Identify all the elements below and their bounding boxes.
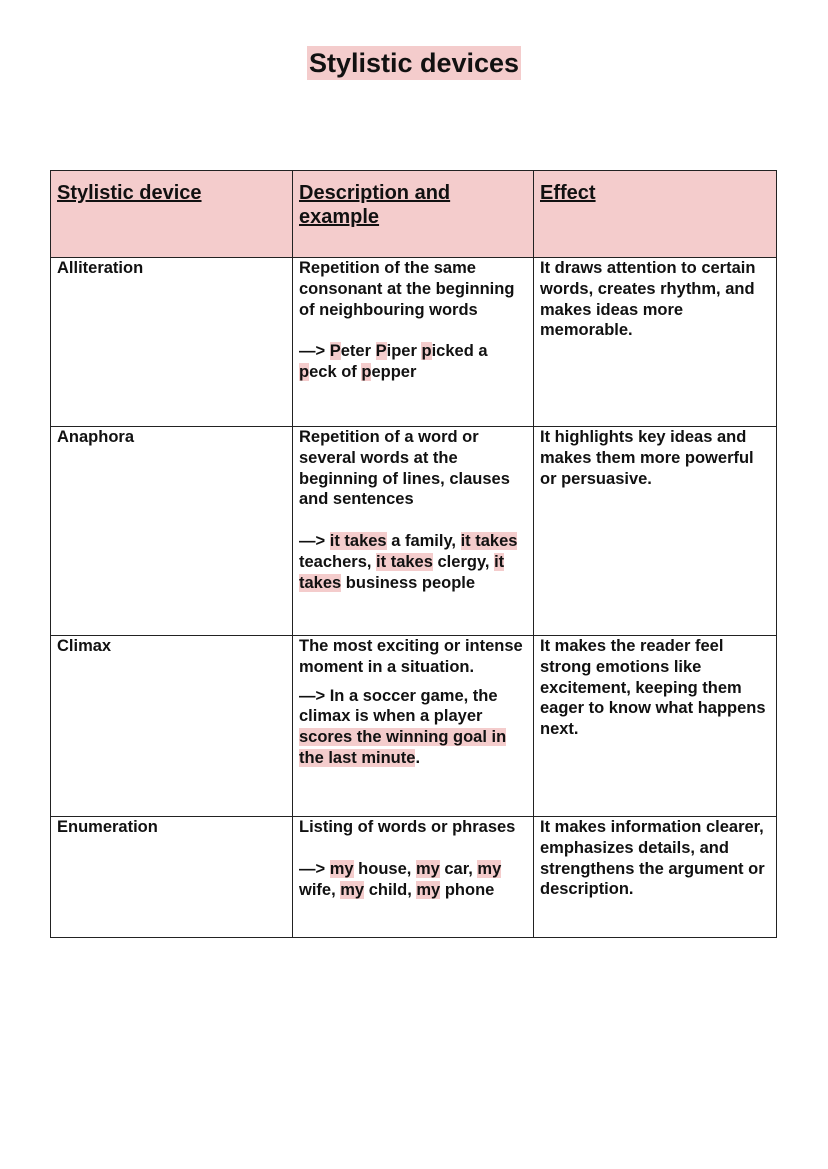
description-text: Repetition of a word or several words at the beginning of lines, clauses and sentences (299, 428, 510, 509)
document-title (0, 48, 828, 79)
header-row (51, 171, 777, 258)
table-row (51, 817, 777, 938)
device-description-cell (293, 636, 534, 817)
example-text: —> In a soccer game, the climax is when a player scores the winning goal in the last minute. (299, 686, 507, 767)
device-name: Alliteration (51, 258, 293, 427)
title-text: Stylistic devices (308, 48, 520, 78)
header-description: Description and example (293, 171, 534, 258)
table-row (51, 636, 777, 817)
device-effect: It draws attention to certain words, creates rhythm, and makes ideas more memorable. (534, 258, 777, 427)
description-text: Listing of words or phrases (299, 818, 516, 836)
example-text: —> my house, my car, my wife, my child, my phone (299, 859, 502, 899)
device-name: Enumeration (51, 817, 293, 938)
device-description-cell (293, 258, 534, 427)
device-description-cell (293, 427, 534, 636)
device-effect: It makes information clearer, emphasizes details, and strengthens the argument or description. (534, 817, 777, 938)
table-row (51, 258, 777, 427)
device-effect: It makes the reader feel strong emotions like excitement, keeping them eager to know what happens next. (534, 636, 777, 817)
table-row (51, 427, 777, 636)
device-effect: It highlights key ideas and makes them more powerful or persuasive. (534, 427, 777, 636)
device-name: Climax (51, 636, 293, 817)
header-device: Stylistic device (51, 171, 293, 258)
header-effect: Effect (534, 171, 777, 258)
stylistic-devices-table (50, 170, 777, 938)
description-text: The most exciting or intense moment in a situation. (299, 637, 523, 676)
example-text: —> it takes a family, it takes teachers, it takes clergy, it takes business people (299, 532, 518, 592)
description-text: Repetition of the same consonant at the beginning of neighbouring words (299, 259, 515, 319)
device-description-cell (293, 817, 534, 938)
example-text: —> Peter Piper picked a peck of pepper (299, 342, 488, 382)
device-name: Anaphora (51, 427, 293, 636)
